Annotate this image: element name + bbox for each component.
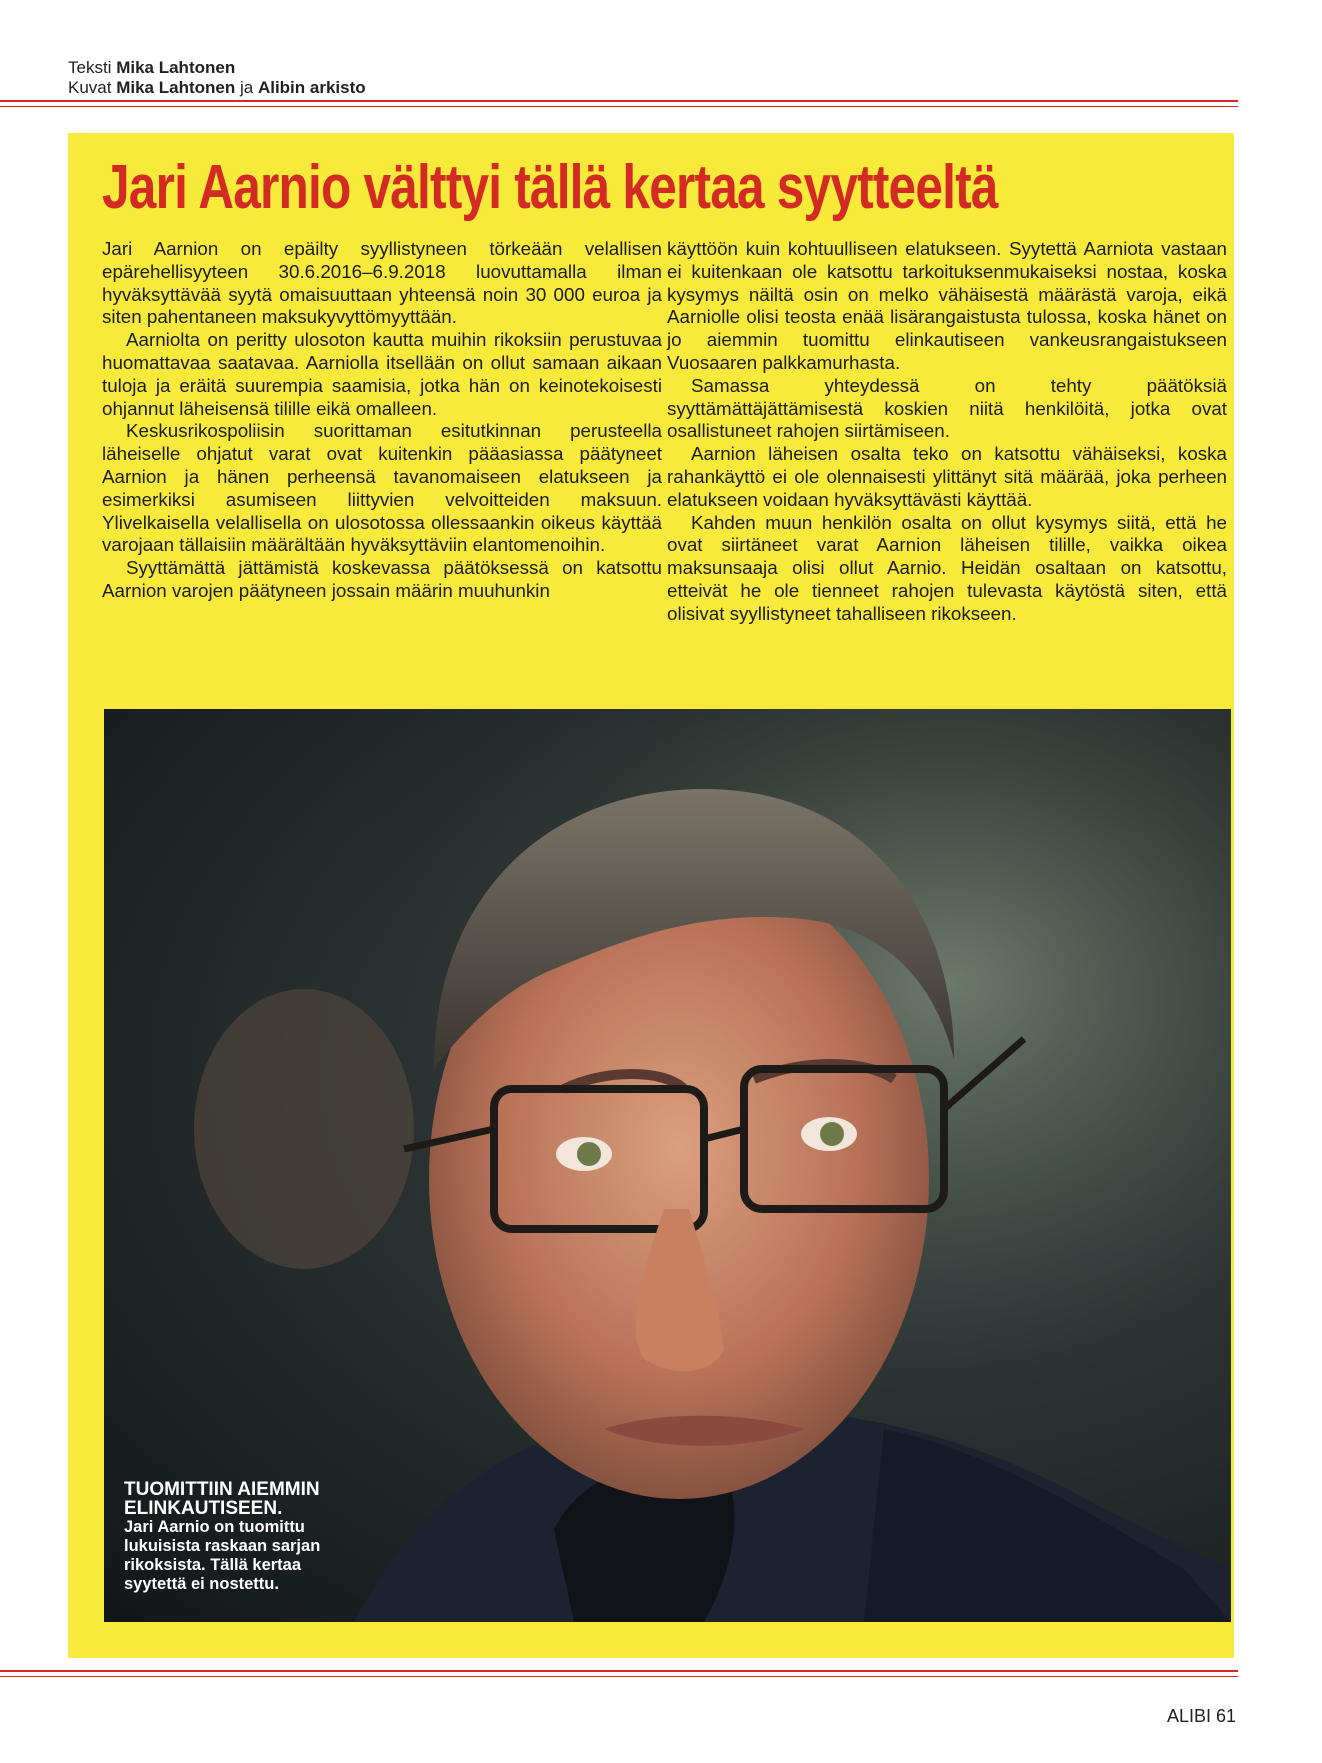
- page-folio: ALIBI 61: [1166, 1706, 1236, 1726]
- paragraph: Jari Aarnion on epäilty syyllistyneen törkeään velallisen epärehellisyyteen 30.6.2016–6.9.2018 luovuttamalla ilman hyväksyttävää syytä omaisuuttaan yhteensä noin 30 000 euroa ja siten pahentaneen maksukyvyttömyyttään.: [102, 238, 662, 328]
- article-headline: Jari Aarnio välttyi tällä kertaa syytteeltä: [102, 153, 998, 222]
- article-left-column: [102, 238, 662, 603]
- header-rule-top: [0, 100, 1238, 102]
- paragraph: Syyttämättä jättämistä koskevassa päätöksessä on katsottu Aarnion varojen päätyneen jossain määrin muuhunkin: [102, 557, 662, 601]
- footer-rule-bottom: [0, 1676, 1238, 1677]
- caption-text: Jari Aarnio on tuomittu lukuisista raskaan sarjan rikoksista. Tällä kertaa syytettä ei nostettu.: [124, 1518, 321, 1593]
- text-credit: Teksti Mika Lahtonen: [68, 58, 236, 77]
- caption-heading: TUOMITTIIN AIEMMIN ELINKAUTISEEN.: [124, 1479, 320, 1519]
- paragraph: käyttöön kuin kohtuulliseen elatukseen. Syytettä Aarniota vastaan ei kuitenkaan ole katsottu tarkoituksenmukaiseksi nostaa, koska kysymys näiltä osin on melko vähäisestä määrästä varoja, eikä Aarniolle olisi teosta enää lisärangaistusta tulossa, koska hänet on jo aiemmin tuomittu elinkautiseen vankeusrangaistukseen Vuosaaren palkkamurhasta.: [667, 238, 1227, 373]
- article-right-column: [667, 238, 1227, 626]
- byline: [68, 58, 366, 98]
- photo-credit: Kuvat Mika Lahtonen ja Alibin arkisto: [68, 78, 366, 97]
- photo-caption: [124, 1480, 354, 1594]
- paragraph: Kahden muun henkilön osalta on ollut kysymys siitä, että he ovat siirtäneet varat Aarnion läheisen tilille, vaikka oikea maksunsaaja olisi ollut Aarnio. Heidän osaltaan on katsottu, etteivät he ole tienneet rahojen tulevasta käytöstä siten, että olisivat syyllistyneet tahalliseen rikokseen.: [667, 511, 1227, 624]
- header-rule-bottom: [0, 106, 1238, 107]
- paragraph: Aarnion läheisen osalta teko on katsottu vähäiseksi, koska rahankäyttö ei ole olennaisesti ylittänyt sitä määrää, joka perheen elatukseen voidaan hyväksyttävästi käyttää.: [667, 443, 1227, 510]
- paragraph: Samassa yhteydessä on tehty päätöksiä syyttämättäjättämisestä koskien niitä henkilöitä, jotka ovat osallistuneet rahojen siirtämiseen.: [667, 374, 1227, 442]
- paragraph: Keskusrikospoliisin suorittaman esitutkinnan perusteella läheiselle ohjatut varat ovat kuitenkin pääasiassa päätyneet Aarnion ja hänen perheensä tavanomaiseen elatukseen ja esimerkiksi asumiseen liittyvien velvoitteiden maksuun. Ylivelkaisella velallisella on ulosotossa ollessaankin oikeus käyttää varojaan tällaisiin määrältään hyväksyttäviin elantomenoihin.: [102, 420, 662, 556]
- paragraph: Aarniolta on peritty ulosoton kautta muihin rikoksiin perustuvaa huomattavaa saatavaa. Aarniolla itsellään on ollut samaan aikaan tuloja ja eräitä suurempia saamisia, jotka hän on keinotekoisesti ohjannut läheisensä tilille eikä omalleen.: [102, 329, 662, 419]
- footer-rule-top: [0, 1670, 1238, 1672]
